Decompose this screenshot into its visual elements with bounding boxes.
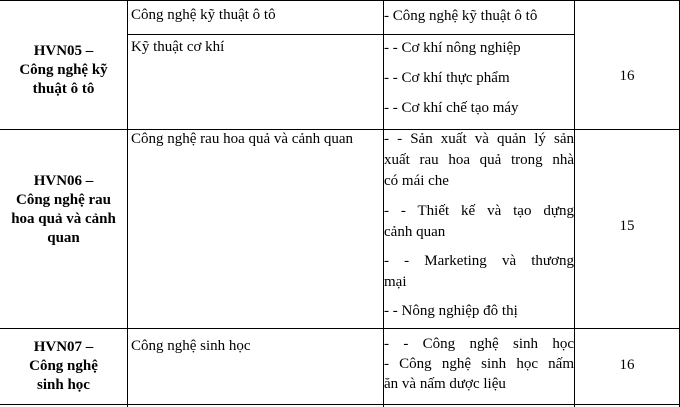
specialization-item: [384, 301, 574, 322]
table-border-top: [0, 0, 680, 1]
specialization-item: - - Cơ khí nông nghiệp: [384, 40, 521, 56]
quota-count: 16: [619, 357, 635, 373]
program-name: Kỹ thuật cơ khí: [131, 39, 225, 55]
specialization-item: [384, 129, 574, 192]
group-code-hvn06: [0, 172, 127, 248]
row-divider-hvn06-hvn07: [0, 328, 680, 329]
specialization-item: [384, 201, 574, 243]
quota-count: 15: [619, 218, 635, 234]
specialization-line: - - Nông nghiệp đô thị: [384, 303, 518, 319]
specialization-item: [384, 251, 574, 293]
specialization-line: cảnh quan: [384, 224, 446, 240]
group-code-label: HVN05 –: [33, 43, 94, 59]
group-code-hvn05: [0, 42, 127, 99]
specialization-line: mại: [384, 274, 407, 290]
program-name: Công nghệ rau hoa quả và cảnh quan: [131, 131, 354, 147]
column-divider-specialization: [574, 0, 575, 407]
group-code-label: HVN06 –: [33, 173, 94, 189]
column-divider-code: [127, 0, 128, 407]
group-name-line: sinh học: [37, 377, 90, 393]
specialization-line: xuất rau hoa quả trong nhà: [384, 152, 574, 168]
program-name: Công nghệ kỹ thuật ô tô: [131, 7, 276, 23]
quota-count: 16: [619, 68, 635, 84]
specialization-item: - Công nghệ kỹ thuật ô tô: [384, 8, 538, 24]
group-name-line: thuật ô tô: [32, 81, 95, 97]
specialization-item: [384, 334, 574, 354]
table-border-bottom: [0, 404, 680, 405]
specialization-line: ăn và nấm dược liệu: [384, 376, 506, 392]
group-name-line: Công nghệ rau: [15, 192, 112, 208]
specialization-line: - - Marketing và thương: [384, 253, 574, 269]
specialization-line: có mái che: [384, 173, 449, 189]
group-code-label: HVN07 –: [33, 339, 94, 355]
group-name-line: Công nghệ: [29, 358, 98, 374]
specialization-line: - - Công nghệ sinh học: [384, 336, 574, 352]
group-name-line: Công nghệ kỹ: [19, 62, 108, 78]
program-name: Công nghệ sinh học: [131, 338, 251, 354]
specialization-item: [384, 354, 574, 394]
specialization-line: - Công nghệ sinh học nấm: [384, 356, 574, 372]
row-divider-hvn05-programs: [127, 34, 575, 35]
specialization-item: - - Cơ khí chế tạo máy: [384, 100, 519, 116]
specialization-line: - - Thiết kế và tạo dựng: [384, 203, 574, 219]
specialization-line: - - Sản xuất và quản lý sản: [384, 131, 574, 147]
group-code-hvn07: [0, 338, 127, 395]
group-name-line: quan: [47, 230, 80, 246]
group-name-line: hoa quả và cảnh: [11, 211, 116, 227]
specialization-item: - - Cơ khí thực phẩm: [384, 70, 510, 86]
